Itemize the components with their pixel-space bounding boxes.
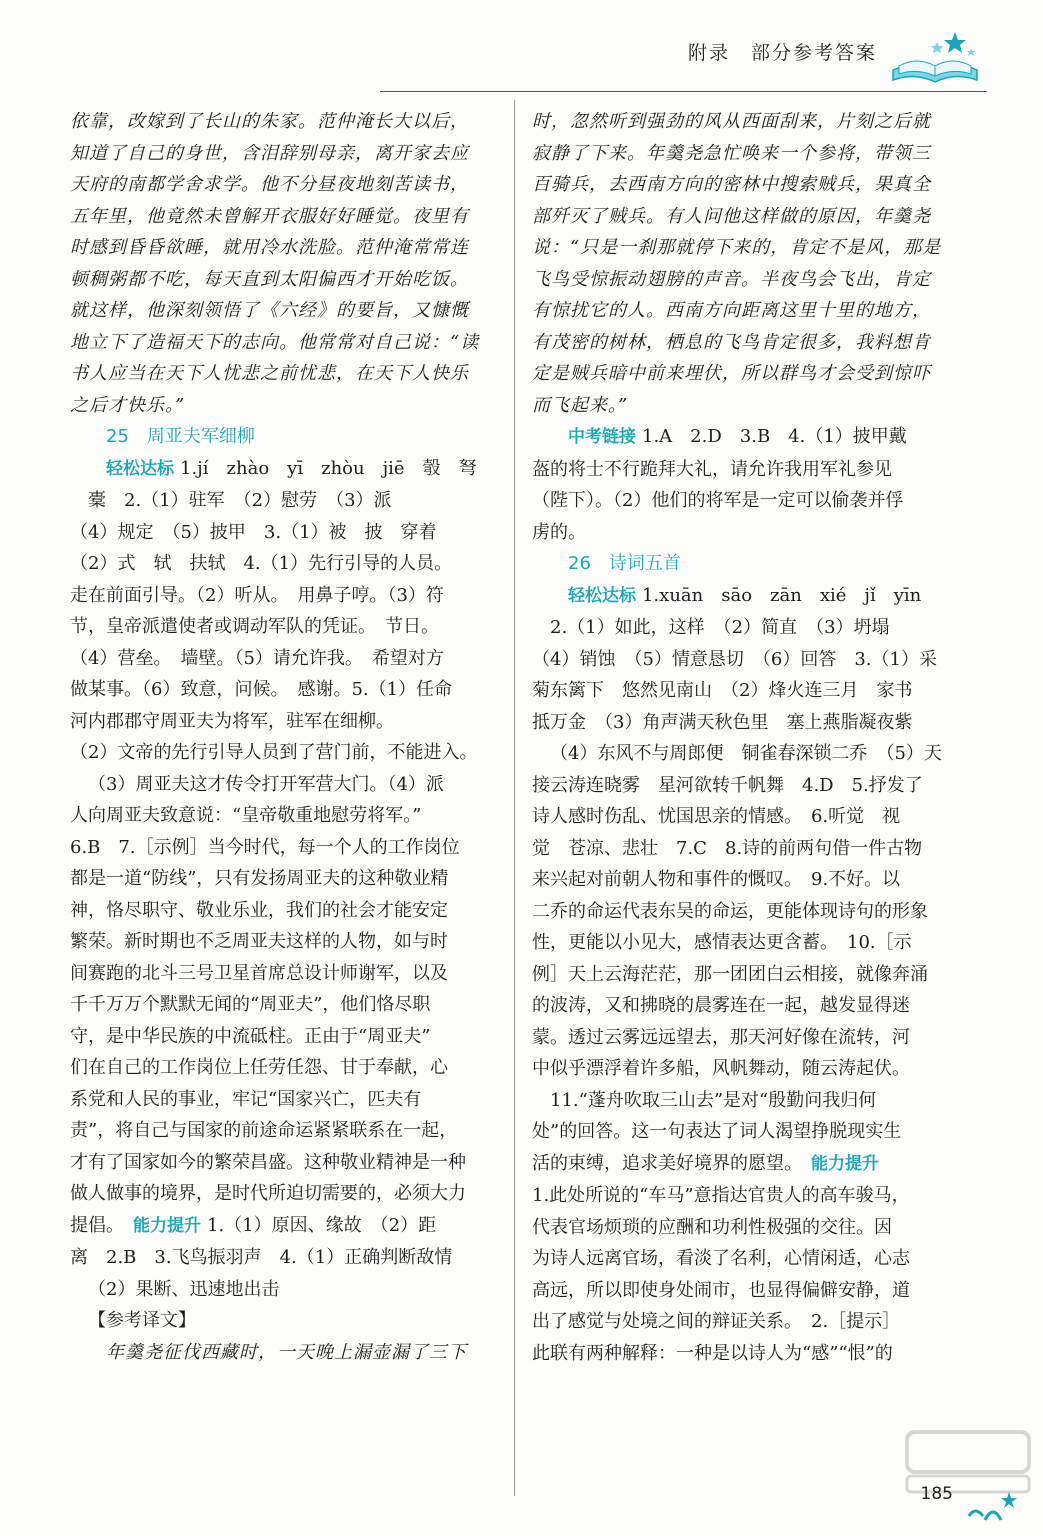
text-line: 守，是中华民族的中流砥柱。正由于“周亚夫” — [70, 1025, 431, 1047]
text-line: 才有了国家如今的繁荣昌盛。这种敬业精神是一种 — [70, 1151, 466, 1173]
text-line: 菊东篱下 悠然见南山 （2）烽火连三月 家书 — [532, 680, 913, 701]
text-line: 活的束缚，追求美好境界的愿望。 — [532, 1152, 793, 1174]
text-line: 觉 苍凉、悲壮 7.C 8.诗的前两句借一件古物 — [532, 837, 923, 859]
text-line: 天府的南都学舍求学。他不分昼夜地刻苦读书， — [70, 174, 469, 195]
text-line: 处”的回答。这一句表达了词人渴望挣脱现实生 — [532, 1121, 902, 1142]
text-line: 离 2.B 3.飞鸟振羽声 4.（1）正确判断敌情 — [70, 1247, 453, 1268]
text-line: 而飞起来。” — [532, 394, 629, 416]
text-line: 寂静了下来。年羹尧急忙唤来一个参将，带领三 — [532, 142, 931, 164]
text-line: 人向周亚夫致意说：“皇帝敬重地慰劳将军。” — [70, 805, 422, 826]
text-line: 节，皇帝派遣使者或调动军队的凭证。 节日。 — [70, 616, 439, 637]
text-line: 年羹尧征伐西藏时，一天晚上漏壶漏了三下 — [106, 1341, 467, 1363]
text-line: 做人做事的境界，是时代所迫切需要的，必须大力 — [70, 1183, 466, 1204]
left-column — [70, 106, 492, 1368]
page-number: 185 — [920, 1484, 953, 1504]
text-line: 系党和人民的事业，牢记“国家兴亡，匹夫有 — [70, 1088, 422, 1110]
text-line: 诗人感时伤乱、忧国思亲的情感。 6.听觉 视 — [532, 806, 901, 827]
text-line: 盔的将士不行跪拜大礼，请允许我用军礼参见 — [532, 458, 892, 480]
text-line: 时感到昏昏欲睡，就用冷水洗脸。范仲淹常常连 — [70, 237, 469, 258]
text-line: 出了感觉与处境之间的辩证关系。 2.［提示］ — [532, 1311, 901, 1332]
text-line: 时，忽然听到强劲的风从西面刮来，片刻之后就 — [532, 111, 931, 132]
open-book-icon — [885, 26, 985, 86]
text-line: 2.（1）如此，这样 （2）简直 （3）坍塌 — [550, 617, 890, 638]
label-easy: 轻松达标 — [106, 458, 174, 479]
text-line: 蒙。透过云雾远远望去，那天河好像在流转，河 — [532, 1026, 910, 1048]
text-line: 飞鸟受惊振动翅膀的声音。半夜鸟会飞出，肯定 — [532, 268, 931, 290]
text-line: 橐 2.（1）驻军 （2）慰劳 （3）派 — [88, 490, 392, 511]
text-line: 间赛跑的北斗三号卫星首席总设计师谢军，以及 — [70, 962, 448, 984]
text-line: 百骑兵，去西南方向的密林中搜索贼兵，果真全 — [532, 174, 931, 195]
text-line: 地立下了造福天下的志向。他常常对自己说：“读 — [70, 331, 480, 353]
text-line: 神，恪尽职守、敬业乐业，我们的社会才能安定 — [70, 899, 448, 921]
text-line: （陛下）。（2）他们的将军是一定可以偷袭并俘 — [532, 490, 904, 511]
text-line: 来兴起对前朝人物和事件的慨叹。 9.不好。以 — [532, 869, 901, 890]
footer-sparkle-icon — [963, 1486, 1023, 1526]
text-line: 书人应当在天下人忧悲之前忧悲，在天下人快乐 — [70, 363, 469, 384]
text-line: （2）果断、迅速地出击 — [88, 1278, 280, 1300]
text-line: 说：“只是一刹那就停下来的，肯定不是风，那是 — [532, 237, 942, 258]
text-line: 们在自己的工作岗位上任劳任怨、甘于奉献，心 — [70, 1057, 448, 1078]
text-line: 二乔的命运代表东吴的命运，更能体现诗句的形象 — [532, 900, 928, 922]
text-line: 1.xuān sāo zān xié jǐ yīn — [642, 584, 922, 606]
reference-title: 【参考译文】 — [88, 1310, 196, 1331]
text-line: 都是一道“防线”，只有发扬周亚夫的这种敬业精 — [70, 868, 449, 889]
section-title-25: 25 周亚夫军细柳 — [106, 426, 255, 447]
text-line: 高远，所以即使身处闹市，也显得偏僻安静，道 — [532, 1279, 910, 1301]
text-line: 例］天上云海茫茫，那一团团白云相接，就像奔涌 — [532, 963, 928, 985]
text-line: 河内郡郡守周亚夫为将军，驻军在细柳。 — [70, 710, 394, 732]
text-line: 虏的。 — [532, 521, 586, 543]
text-line: （2）文帝的先行引导人员到了营门前，不能进入。 — [70, 742, 478, 763]
text-line: 接云涛连晓雾 星河欲转千帆舞 4.D 5.抒发了 — [532, 774, 923, 796]
text-line: 此联有两种解释：一种是以诗人为“感”“恨”的 — [532, 1342, 893, 1364]
text-line: 1.jí zhào yī zhòu jiē 彀 弩 — [180, 457, 477, 479]
text-line: 顿稠粥都不吃，每天直到太阳偏西才开始吃饭。 — [70, 268, 469, 290]
text-line: 有茂密的树林，栖息的飞鸟肯定很多，我料想肯 — [532, 331, 931, 353]
text-line: 责”，将自己与国家的前途命运紧紧联系在一起， — [70, 1120, 458, 1141]
header-rule — [380, 91, 987, 92]
text-line: 1.此处所说的“车马”意指达官贵人的高车骏马， — [532, 1185, 910, 1206]
text-line: 之后才快乐。” — [70, 394, 186, 416]
label-exam: 中考链接 — [568, 427, 636, 447]
text-line: 走在前面引导。（2）听从。 用鼻子哼。（3）符 — [70, 584, 444, 606]
text-line: 部歼灭了贼兵。有人问他这样做的原因，年羹尧 — [532, 205, 931, 227]
label-ability: 能力提升 — [811, 1153, 879, 1174]
text-line: 为诗人远离官场，看淡了名利，心情闲适，心志 — [532, 1248, 910, 1269]
right-narrative — [532, 106, 954, 421]
text-line: 代表官场烦琐的应酬和功利性极强的交往。因 — [532, 1216, 892, 1238]
section-title-26: 26 诗词五首 — [568, 553, 681, 574]
text-line: 知道了自己的身世，含泪辞别母亲，离开家去应 — [70, 142, 469, 164]
page-header — [655, 26, 985, 86]
text-line: 有惊扰它的人。西南方向距离这里十里的地方， — [532, 300, 931, 321]
text-line: 的波涛，又和拂晓的晨雾连在一起，越发显得迷 — [532, 995, 910, 1016]
text-line: 做某事。（6）致意，问候。 感谢。5.（1）任命 — [70, 679, 453, 700]
right-column — [532, 106, 954, 1369]
column-divider — [514, 100, 515, 1496]
text-line: 6.B 7.［示例］当今时代，每一个人的工作岗位 — [70, 836, 460, 858]
text-line: 中似乎漂浮着许多船，风帆舞动，随云涛起伏。 — [532, 1058, 910, 1079]
text-line: （4）规定 （5）披甲 3.（1）被 披 穿着 — [70, 521, 437, 543]
text-line: （4）东风不与周郎便 铜雀春深锁二乔 （5）天 — [550, 743, 942, 764]
label-ability: 能力提升 — [133, 1215, 201, 1236]
text-line: （4）销蚀 （5）情意恳切 （6）回答 3.（1）采 — [532, 648, 937, 670]
left-narrative — [70, 106, 492, 421]
text-line: 繁荣。新时期也不乏周亚夫这样的人物，如与时 — [70, 931, 448, 952]
text-line: 性，更能以小见大，感情表达更含蓄。 10.［示 — [532, 932, 912, 953]
text-line: （4）营垒。 墙壁。（5）请允许我。 希望对方 — [70, 647, 444, 669]
text-line: （3）周亚夫这才传令打开军营大门。（4）派 — [88, 773, 444, 795]
text-line: 1.A 2.D 3.B 4.（1）披甲戴 — [642, 426, 907, 447]
text-line: 1.（1）原因、缘故 （2）距 — [207, 1214, 437, 1236]
text-line: 依靠，改嫁到了长山的朱家。范仲淹长大以后， — [70, 111, 469, 132]
text-line: 定是贼兵暗中前来埋伏，所以群鸟才会受到惊吓 — [532, 363, 931, 384]
header-title: 附录 部分参考答案 — [687, 42, 877, 64]
text-line: 就这样，他深刻领悟了《六经》的要旨，又慷慨 — [70, 300, 469, 321]
text-line: （2）式 轼 扶轼 4.（1）先行引导的人员。 — [70, 553, 453, 574]
label-easy: 轻松达标 — [568, 585, 636, 606]
text-line: 提倡。 — [70, 1214, 115, 1236]
text-line: 千千万万个默默无闻的“周亚夫”，他们恪尽职 — [70, 994, 431, 1015]
text-line: 抵万金 （3）角声满天秋色里 塞上燕脂凝夜紫 — [532, 711, 913, 733]
text-line: 11.“蓬舟吹取三山去”是对“殷勤问我归何 — [550, 1089, 877, 1111]
text-line: 五年里，他竟然未曾解开衣服好好睡觉。夜里有 — [70, 205, 469, 227]
